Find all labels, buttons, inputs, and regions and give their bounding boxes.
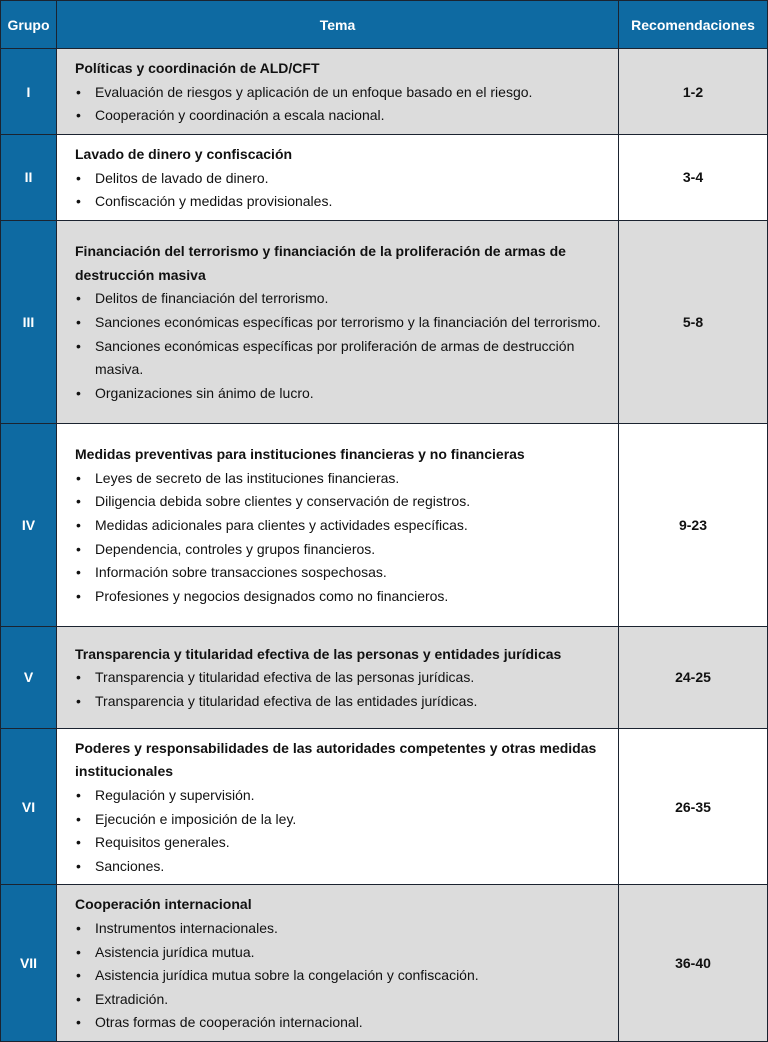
topic-items — [75, 784, 608, 878]
topic-item: • Sanciones. — [75, 855, 608, 879]
table-row — [1, 423, 768, 626]
topic-cell — [57, 49, 619, 135]
topic-item: • Leyes de secreto de las instituciones financieras. — [75, 467, 608, 491]
header-topic: Tema — [57, 1, 619, 49]
topic-items — [75, 81, 608, 128]
topic-item: • Evaluación de riesgos y aplicación de un enfoque basado en el riesgo. — [75, 81, 608, 105]
table-body — [1, 49, 768, 1042]
topic-cell — [57, 423, 619, 626]
group-number: VI — [1, 728, 57, 885]
topic-item: • Profesiones y negocios designados como no financieros. — [75, 585, 608, 609]
topic-item: • Dependencia, controles y grupos financieros. — [75, 538, 608, 562]
topic-title: Poderes y responsabilidades de las autoridades competentes y otras medidas institucionales — [75, 739, 597, 780]
group-number: VII — [1, 885, 57, 1042]
topic-item: • Otras formas de cooperación internacional. — [75, 1011, 608, 1035]
recommendations-range: 5-8 — [619, 220, 768, 423]
group-number: II — [1, 135, 57, 221]
topic-item: • Delitos de financiación del terrorismo. — [75, 287, 608, 311]
recommendations-range: 3-4 — [619, 135, 768, 221]
table-row — [1, 220, 768, 423]
topic-title: Lavado de dinero y confiscación — [75, 146, 293, 162]
group-number: V — [1, 626, 57, 728]
topic-item: • Diligencia debida sobre clientes y conservación de registros. — [75, 490, 608, 514]
topic-title: Políticas y coordinación de ALD/CFT — [75, 60, 320, 77]
topic-item: • Instrumentos internacionales. — [75, 917, 608, 941]
recommendations-range: 24-25 — [619, 626, 768, 728]
topic-items — [75, 917, 608, 1035]
group-number: I — [1, 49, 57, 135]
topic-title: Transparencia y titularidad efectiva de las personas y entidades jurídicas — [75, 645, 562, 662]
topic-item: • Delitos de lavado de dinero. — [75, 167, 608, 191]
topic-item: • Sanciones económicas específicas por terrorismo y la financiación del terrorismo. — [75, 311, 608, 335]
topic-item: • Asistencia jurídica mutua sobre la congelación y confiscación. — [75, 964, 608, 988]
header-row — [1, 1, 768, 49]
topic-item: • Medidas adicionales para clientes y actividades específicas. — [75, 514, 608, 538]
topic-items — [75, 167, 608, 214]
topic-items — [75, 467, 608, 609]
topic-item: • Información sobre transacciones sospechosas. — [75, 561, 608, 585]
table-row — [1, 728, 768, 885]
topic-cell — [57, 135, 619, 221]
topic-cell — [57, 220, 619, 423]
topic-items — [75, 287, 608, 405]
table-row — [1, 626, 768, 728]
table-row — [1, 49, 768, 135]
topic-item: • Ejecución e imposición de la ley. — [75, 808, 608, 832]
recommendations-range: 36-40 — [619, 885, 768, 1042]
topic-title: Medidas preventivas para instituciones financieras y no financieras — [75, 446, 525, 463]
topic-title: Financiación del terrorismo y financiación de la proliferación de armas de destrucción masiva — [75, 243, 566, 283]
topic-item: • Cooperación y coordinación a escala nacional. — [75, 104, 608, 128]
topic-item: • Organizaciones sin ánimo de lucro. — [75, 382, 608, 406]
topic-item: • Extradición. — [75, 988, 608, 1012]
topic-item: • Transparencia y titularidad efectiva de las entidades jurídicas. — [75, 690, 608, 714]
topic-cell — [57, 626, 619, 728]
topic-item: • Asistencia jurídica mutua. — [75, 941, 608, 965]
group-number: III — [1, 220, 57, 423]
topic-cell — [57, 885, 619, 1042]
topic-title: Cooperación internacional — [75, 896, 252, 913]
group-number: IV — [1, 423, 57, 626]
recommendations-range: 1-2 — [619, 49, 768, 135]
topic-item: • Requisitos generales. — [75, 831, 608, 855]
topic-cell — [57, 728, 619, 885]
topic-item: • Regulación y supervisión. — [75, 784, 608, 808]
header-group: Grupo — [1, 1, 57, 49]
table-row — [1, 135, 768, 221]
topic-item: • Sanciones económicas específicas por proliferación de armas de destrucción masiva. — [75, 335, 608, 382]
topic-items — [75, 666, 608, 713]
table-row — [1, 885, 768, 1042]
topic-item: • Confiscación y medidas provisionales. — [75, 190, 608, 214]
recommendations-range: 26-35 — [619, 728, 768, 885]
header-recommendations: Recomendaciones — [619, 1, 768, 49]
recommendations-range: 9-23 — [619, 423, 768, 626]
topic-item: • Transparencia y titularidad efectiva de las personas jurídicas. — [75, 666, 608, 690]
